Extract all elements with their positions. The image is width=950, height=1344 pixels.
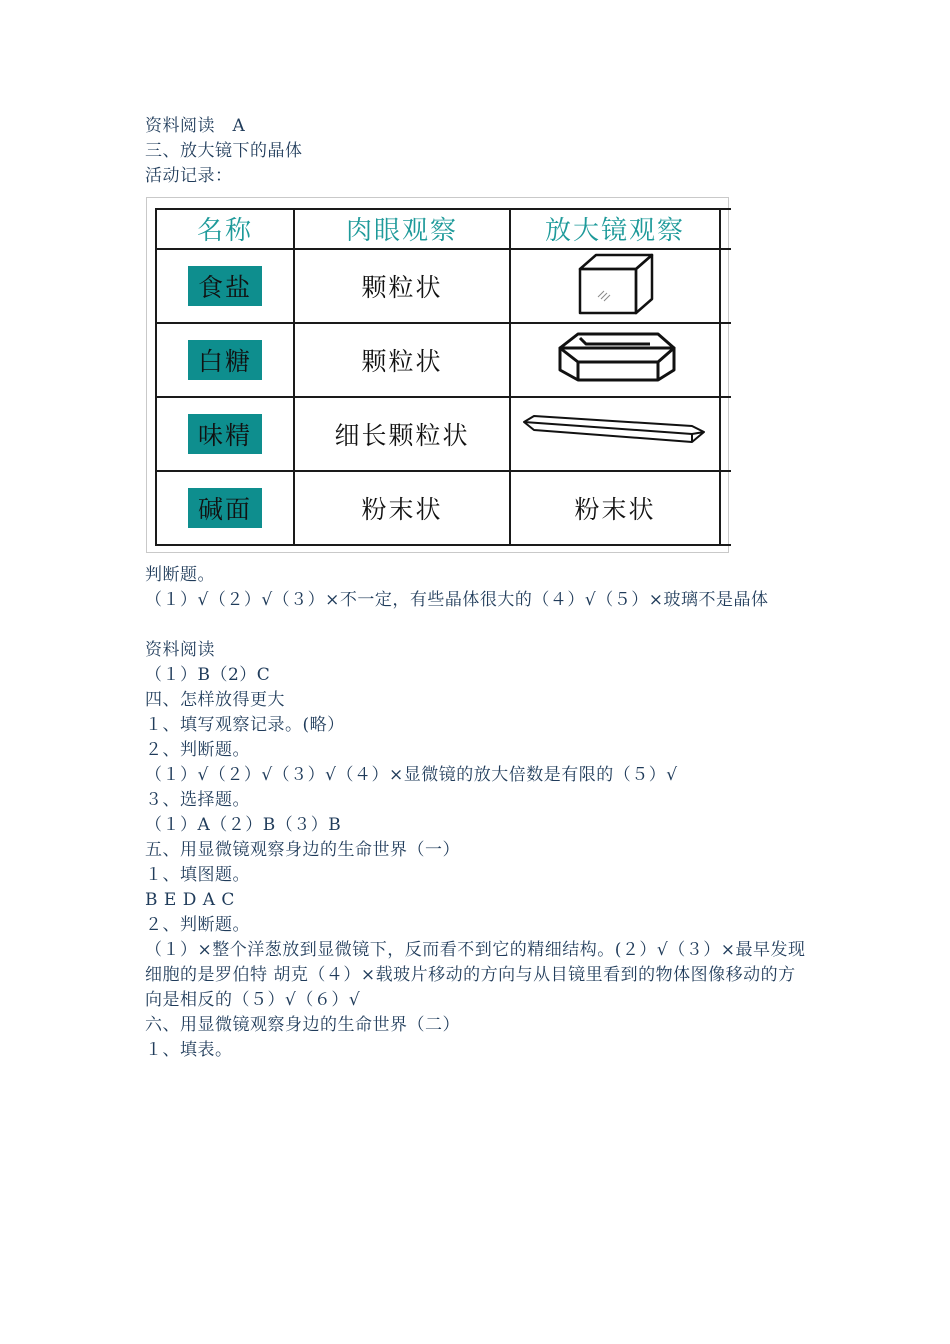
needle-crystal-icon [520,412,710,452]
name-cell [156,323,294,397]
table-row [156,471,731,545]
header-name: 名称 [156,209,294,249]
name-badge: 食盐 [188,266,262,306]
fill-figure-label: １、填图题。 [145,865,250,885]
crystal-observation-table-image [146,197,729,553]
magnifier-cell [510,323,720,397]
magnifier-cell [510,471,720,545]
name-cell [156,249,294,323]
eye-cell [294,249,510,323]
magnifier-cell [510,249,720,323]
extra-cell [720,249,731,323]
extra-cell [720,323,731,397]
name-badge: 碱面 [188,488,262,528]
section-6-title: 六、用显微镜观察身边的生命世界（二） [145,1015,460,1035]
section-3-title: 三、放大镜下的晶体 [145,141,303,161]
crystal-observation-table [155,208,731,546]
fill-table-label: １、填表。 [145,1040,233,1060]
judgement-item-answers: （１）√（２）√（３）√（４）×显微镜的放大倍数是有限的（５）√ [145,765,678,785]
eye-observation: 颗粒状 [361,346,443,376]
table-header-row [156,209,731,249]
name-badge: 味精 [188,414,262,454]
header-magnifier: 放大镜观察 [510,209,720,249]
extra-cell [720,397,731,471]
header-eye: 肉眼观察 [294,209,510,249]
name-badge: 白糖 [188,340,262,380]
activity-record-label: 活动记录： [145,166,233,186]
choice-item-label: ３、选择题。 [145,790,250,810]
name-cell [156,471,294,545]
section-4-title: 四、怎样放得更大 [145,690,285,710]
section-5-title: 五、用显微镜观察身边的生命世界（一） [145,840,460,860]
table-row [156,249,731,323]
judgement-label: 判断题。 [145,565,215,585]
choice-item-answers: （１）A（２）B（３）B [145,815,342,835]
judgement-2-answers: （１）×整个洋葱放到显微镜下，反而看不到它的精细结构。(２）√（３）×最早发现细胞的是罗伯特 胡克（４）×载玻片移动的方向与从目镜里看到的物体图像移动的方向是相反的（５）√（６）√ [145,940,806,1010]
eye-cell [294,471,510,545]
table-row [156,323,731,397]
magnifier-observation: 粉末状 [574,494,656,524]
judgement-item-label: ２、判断题。 [145,740,250,760]
line-reading-a: 资料阅读 A [145,116,246,136]
record-item: １、填写观察记录。(略） [145,715,345,735]
judgement-2-label: ２、判断题。 [145,915,250,935]
name-cell [156,397,294,471]
reading-answers: （１）B（2）C [145,665,271,685]
eye-cell [294,323,510,397]
eye-observation: 粉末状 [361,494,443,524]
reading-label: 资料阅读 [145,640,215,660]
judgement-answers: （１）√（２）√（３）×不一定，有些晶体很大的（４）√（５）×玻璃不是晶体 [145,590,769,610]
extra-cell [720,471,731,545]
table-row [156,397,731,471]
eye-observation: 细长颗粒状 [334,420,470,450]
header-extra [720,209,731,249]
slab-crystal-icon [550,328,680,388]
eye-cell [294,397,510,471]
magnifier-cell [510,397,720,471]
cube-crystal-icon [570,251,660,317]
fill-figure-answers: B E D A C [145,890,235,910]
eye-observation: 颗粒状 [361,272,443,302]
